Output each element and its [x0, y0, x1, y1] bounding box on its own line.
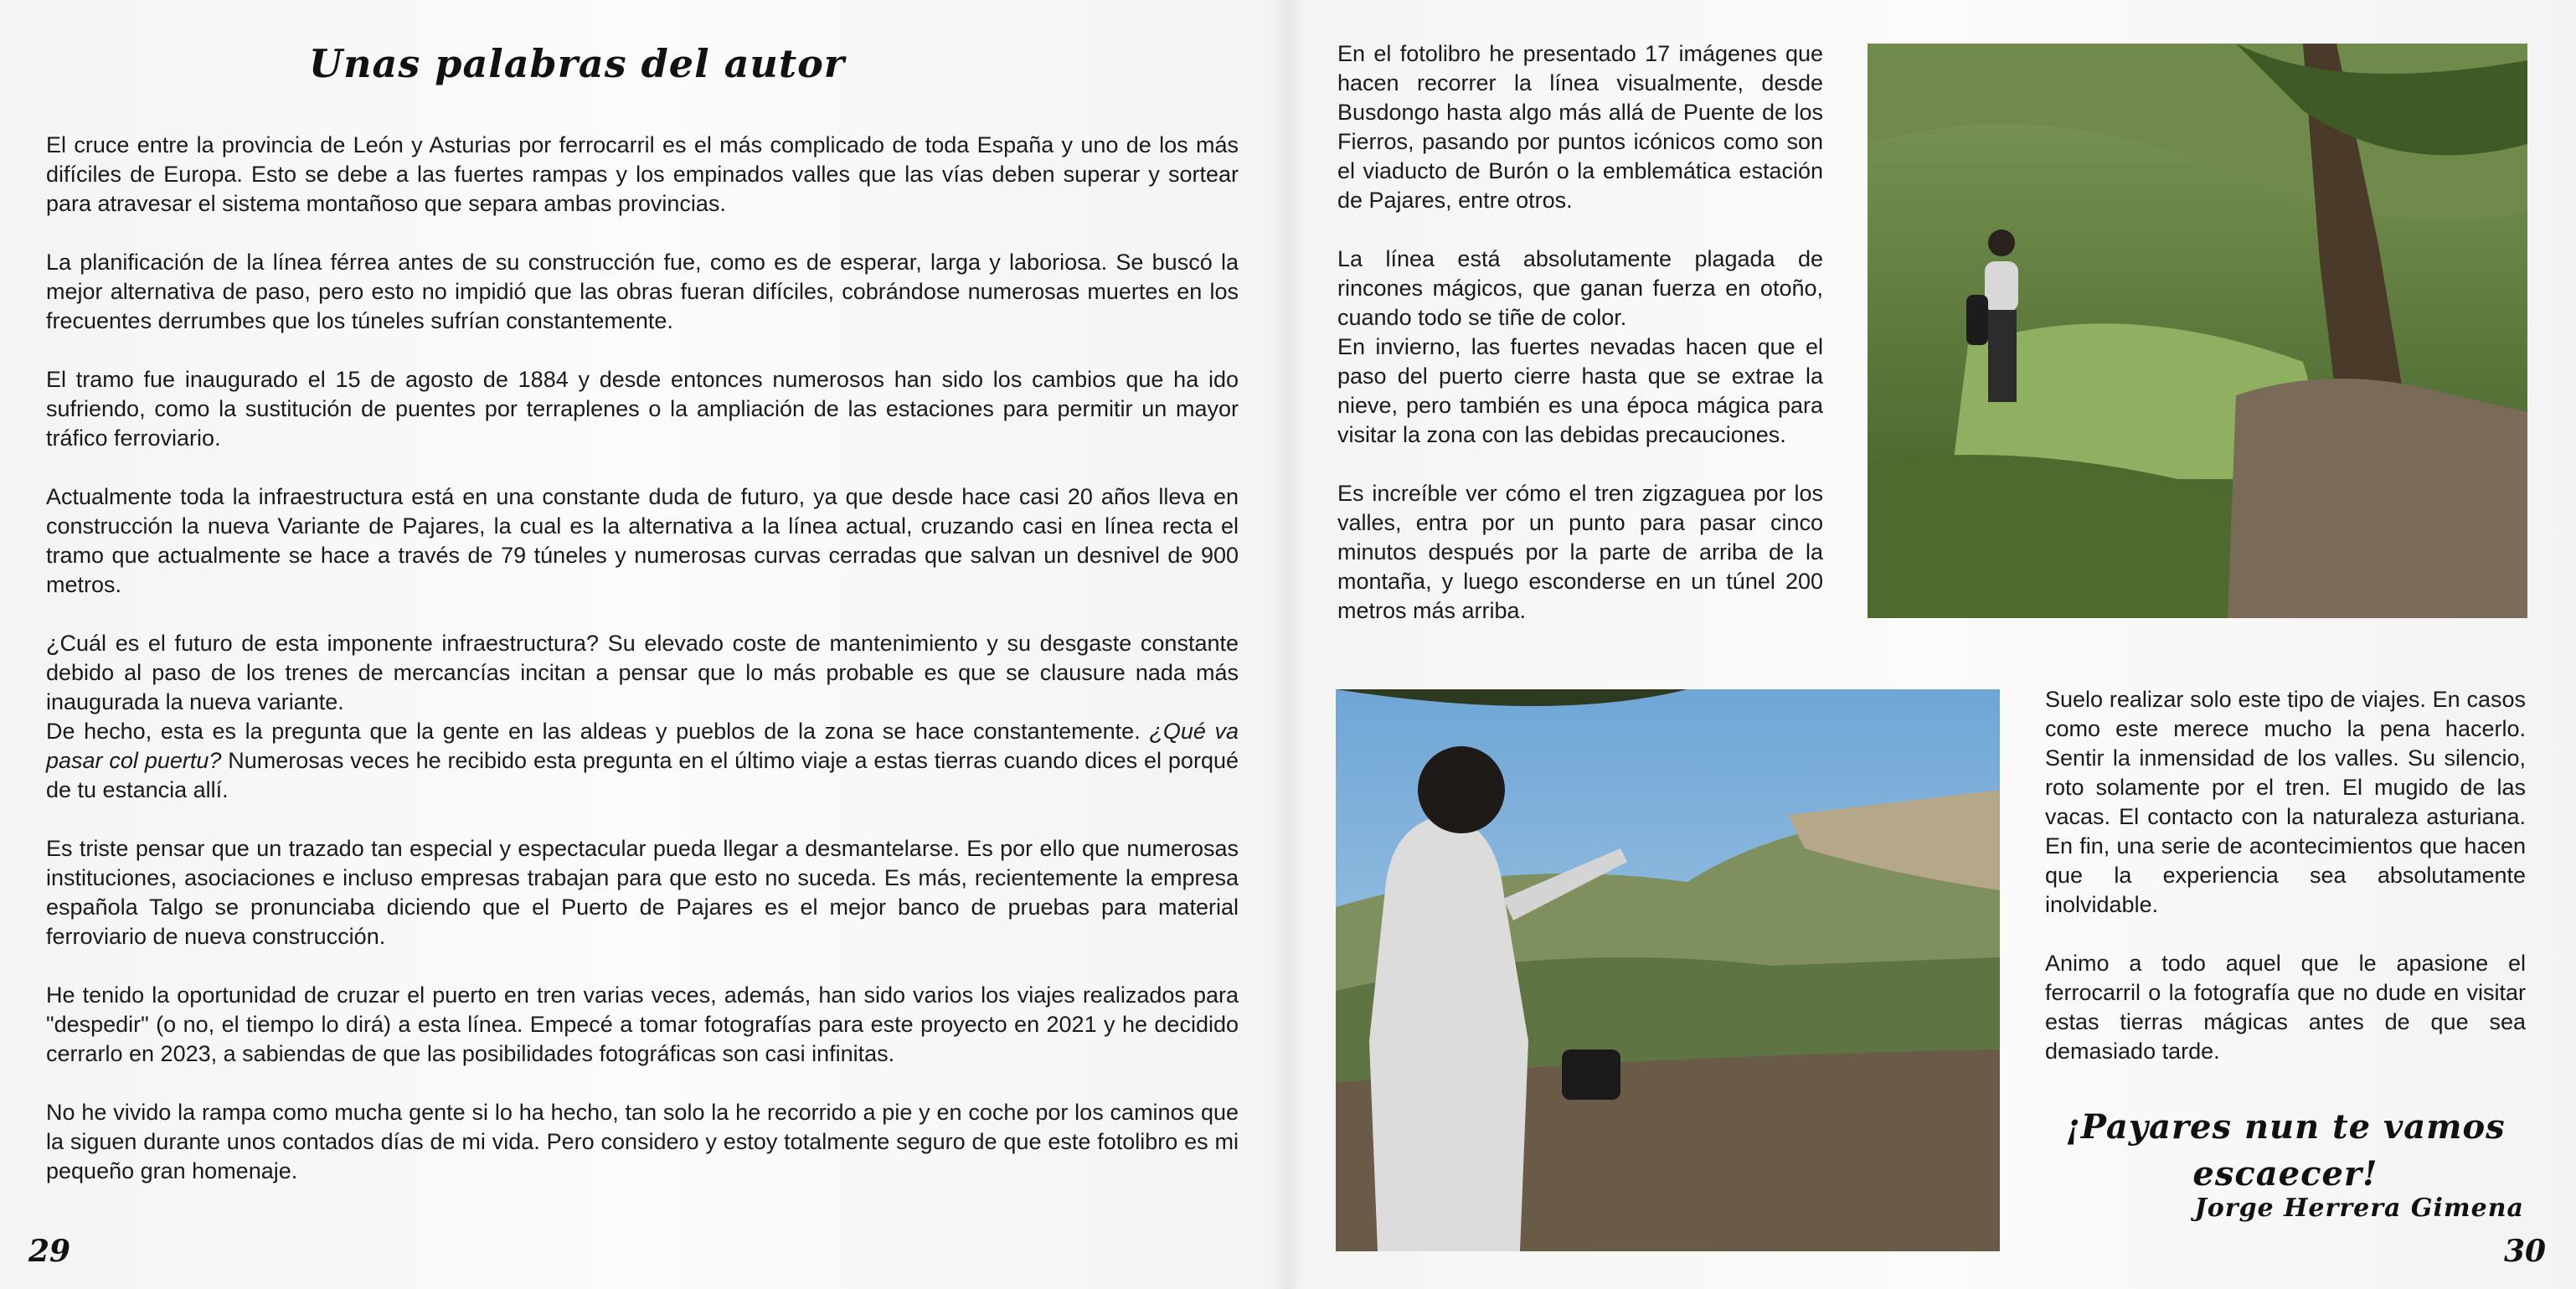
- paragraph: En el fotolibro he presentado 17 imágenes que hacen recorrer la línea visualmente, desde Busdongo hasta algo más allá de Puente de los Fierros, pasando por puntos icónicos como son el viaducto de Burón o la emblemática estación de Pajares, entre otros.: [1337, 41, 1823, 213]
- paragraph: He tenido la oportunidad de cruzar el puerto en tren varias veces, además, han sido varios los viajes realizados para "despedir" (o no, el tiempo lo dirá) a esta línea. Empecé a tomar fotografías para este proyecto en 2021 y he decidido cerrarlo en 2023, a sabiendas de que las posibilidades fotográficas son casi infinitas.: [46, 982, 1239, 1066]
- paragraph: Es triste pensar que un trazado tan especial y espectacular pueda llegar a desmantelarse. Es por ello que numerosas instituciones, asociaciones e incluso empresas trabajan para que esto no suceda. Es más, recientemente la empresa española Talgo se pronunciaba diciendo que el Puerto de Pajares es el mejor banco de pruebas para material ferroviario de nueva construcción.: [46, 836, 1239, 949]
- paragraph: La planificación de la línea férrea antes de su construcción fue, como es de esperar, larga y laboriosa. Se buscó la mejor alternativa de paso, pero esto no impidió que las obras fueran difíciles, cobrándose numerosas muertes en los frecuentes derrumbes que los túneles sufrían constantemente.: [46, 250, 1239, 333]
- paragraph: Suelo realizar solo este tipo de viajes. En casos como este merece mucho la pena hacerlo. Sentir la inmensidad de los valles. Su silencio, roto solamente por el tren. El mugido de las vacas. El contacto con la naturaleza asturiana. En fin, una serie de acontecimientos que hacen que la experiencia sea absolutamente inolvidable.: [2045, 687, 2526, 917]
- paragraph: La línea está absolutamente plagada de rincones mágicos, que ganan fuerza en otoño, cuando todo se tiñe de color.: [1337, 246, 1823, 330]
- book-gutter: [1273, 0, 1303, 1289]
- left-body-text: [46, 131, 1239, 1215]
- closing-slogan: ¡Payares nun te vamos escaecer!: [2065, 1107, 2506, 1194]
- asturian-question: ¿Qué va pasar col puertu?: [46, 719, 1239, 773]
- paragraph: El cruce entre la provincia de León y Asturias por ferrocarril es el más complicado de toda España y uno de los más difíciles de Europa. Esto se debe a las fuertes rampas y los empinados valles que las vías deben superar y sortear para atravesar el sistema montañoso que separa ambas provincias.: [46, 132, 1239, 216]
- paragraph: En invierno, las fuertes nevadas hacen que el paso del puerto cierre hasta que se extrae la nieve, pero también es una época mágica para visitar la zona con las debidas precauciones.: [1337, 334, 1823, 447]
- photo-hiker-pointing-valley-image: [1336, 689, 2000, 1251]
- paragraph: Actualmente toda la infraestructura está en una constante duda de futuro, ya que desde hace casi 20 años lleva en construcción la nueva Variante de Pajares, la cual es la alternativa a la línea actual, cruzando casi en línea recta el tramo que actualmente se hace a través de 79 túneles y numerosas curvas cerradas que salvan un desnivel de 900 metros.: [46, 484, 1239, 597]
- question-paragraph: [46, 717, 1239, 805]
- paragraph: Animo a todo aquel que le apasione el ferrocarril o la fotografía que no dude en visitar estas tierras mágicas antes de que sea demasiado tarde.: [2045, 951, 2526, 1064]
- author-signature: Jorge Herrera Gimena: [2194, 1194, 2524, 1223]
- paragraph: Es increíble ver cómo el tren zigzaguea por los valles, entra por un punto para pasar cinco minutos después por la parte de arriba de la montaña, y luego esconderse en un túnel 200 metros más arriba.: [1337, 481, 1823, 623]
- photo-hiker-pointing-valley: [1336, 689, 2000, 1251]
- question-paragraph-lead: De hecho, esta es la pregunta que la gente en las aldeas y pueblos de la zona se hace constantemente.: [46, 719, 1150, 744]
- photo-hiker-under-tree-image: [1868, 44, 2527, 618]
- right-text-column-bottom: [2045, 685, 2526, 1096]
- page-number-left: 29: [28, 1234, 71, 1269]
- photo-hiker-under-tree: [1868, 44, 2527, 618]
- question-paragraph-rest: Numerosas veces he recibido esta pregunta en el último viaje a estas tierras cuando dices el porqué de tu estancia allí.: [46, 748, 1239, 802]
- paragraph: El tramo fue inaugurado el 15 de agosto de 1884 y desde entonces numerosos han sido los cambios que ha ido sufriendo, como la sustitución de puentes por terraplenes o la ampliación de las estaciones para permitir un mayor tráfico ferroviario.: [46, 367, 1239, 451]
- page-number-right: 30: [2504, 1234, 2547, 1269]
- paragraph: ¿Cuál es el futuro de esta imponente infraestructura? Su elevado coste de mantenimiento y su desgaste constante debido al paso de los trenes de mercancías incitan a pensar que lo más probable es que se clausure nada más inaugurada la nueva variante.: [46, 631, 1239, 714]
- paragraph: No he vivido la rampa como mucha gente si lo ha hecho, tan solo la he recorrido a pie y en coche por los caminos que la siguen durante unos contados días de mi vida. Pero considero y estoy totalmente seguro de que este fotolibro es mi pequeño gran homenaje.: [46, 1100, 1239, 1183]
- page-title: Unas palabras del autor: [309, 41, 845, 86]
- right-text-column-top: [1337, 39, 1823, 655]
